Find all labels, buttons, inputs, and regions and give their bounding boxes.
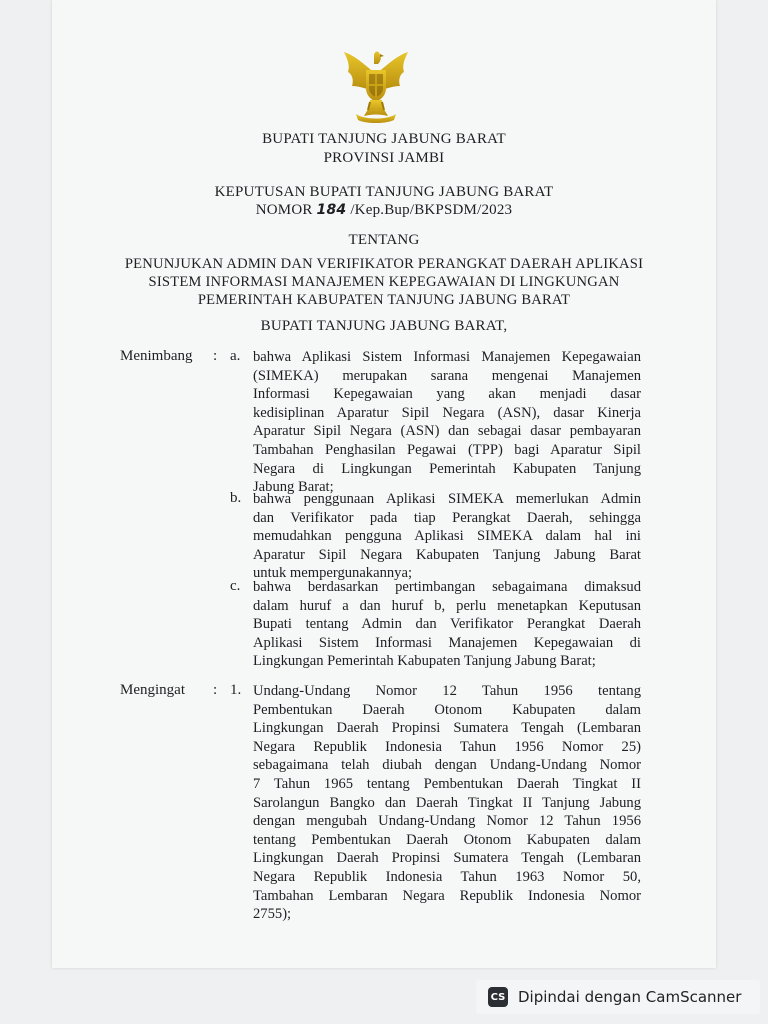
- menimbang-label: Menimbang: [120, 348, 193, 364]
- camscanner-text: Dipindai dengan CamScanner: [518, 988, 742, 1006]
- text-line: kedisiplinan Aparatur Sipil Negara (ASN), dasar Kinerja: [253, 404, 641, 421]
- text-line: Bupati tentang Admin dan Verifikator Perangkat Daerah: [253, 616, 641, 633]
- text-line: Tambahan Penghasilan Pegawai (TPP) bagi Aparatur Sipil: [253, 441, 641, 458]
- camscanner-logo-icon: CS: [488, 987, 508, 1007]
- text-line: dan Verifikator pada tiap Perangkat Daerah, sehingga: [253, 509, 641, 526]
- text-line: Aparatur Sipil Negara (ASN) dan sebagai dasar pembayaran: [253, 423, 641, 440]
- number-handwritten: 184: [316, 202, 347, 218]
- text-line: Sarolangun Bangko dan Daerah Tingkat II Tanjung Jabung: [253, 794, 641, 811]
- text-line: Tambahan Lembaran Negara Republik Indonesia Nomor: [253, 887, 641, 904]
- subject-line-2: SISTEM INFORMASI MANAJEMEN KEPEGAWAIAN DI LINGKUNGAN: [148, 274, 620, 290]
- decree-title: KEPUTUSAN BUPATI TANJUNG JABUNG BARAT: [214, 184, 554, 200]
- text-line: (SIMEKA) merupakan sarana mengenai Manajemen: [253, 367, 641, 384]
- subject-line-1: PENUNJUKAN ADMIN DAN VERIFIKATOR PERANGKAT DAERAH APLIKASI: [124, 256, 644, 272]
- text-line: 7 Tahun 1965 tentang Pembentukan Daerah Tingkat II: [253, 775, 641, 792]
- text-line: Pembentukan Daerah Otonom Kabupaten dalam: [253, 701, 641, 718]
- number-suffix: /Kep.Bup/BKPSDM/2023: [350, 202, 513, 218]
- decree-number: [0, 202, 768, 219]
- text-line: Aparatur Sipil Negara Kabupaten Tanjung Jabung Barat: [253, 546, 641, 563]
- mengingat-label: Mengingat: [120, 682, 185, 698]
- text-line: Negara Republik Indonesia Tahun 1963 Nomor 50,: [253, 868, 641, 885]
- mengingat-item-1: [253, 682, 641, 924]
- text-line: bahwa penggunaan Aplikasi SIMEKA memerlukan Admin: [253, 491, 641, 507]
- about-heading: TENTANG: [348, 232, 420, 248]
- mengingat-colon: :: [213, 682, 218, 698]
- text-line: dengan mengubah Undang-Undang Nomor 12 Tahun 1956: [253, 813, 641, 830]
- menimbang-marker-a: a.: [230, 348, 241, 364]
- text-line: bahwa berdasarkan pertimbangan sebagaimana dimaksud: [253, 579, 641, 595]
- signatory-heading: BUPATI TANJUNG JABUNG BARAT,: [260, 318, 508, 334]
- regent-title: BUPATI TANJUNG JABUNG BARAT: [262, 131, 506, 147]
- text-line: Lingkungan Daerah Propinsi Sumatera Tengah (Lembaran: [253, 720, 641, 737]
- mengingat-marker-1: 1.: [230, 682, 242, 698]
- garuda-emblem-icon: [340, 44, 412, 126]
- menimbang-colon: :: [213, 348, 218, 364]
- text-line: bahwa Aplikasi Sistem Informasi Manajemen Kepegawaian: [253, 349, 641, 365]
- menimbang-marker-b: b.: [230, 490, 242, 506]
- text-line: memudahkan pengguna Aplikasi SIMEKA dalam hal ini: [253, 528, 641, 545]
- text-line: sebagaimana telah diubah dengan Undang-Undang Nomor: [253, 757, 641, 774]
- text-line: Aplikasi Sistem Informasi Manajemen Kepegawaian di: [253, 634, 641, 651]
- text-line: Lingkungan Pemerintah Kabupaten Tanjung Jabung Barat;: [253, 653, 596, 670]
- text-line: Informasi Kepegawaian yang akan menjadi dasar: [253, 386, 641, 403]
- text-line: tentang Pembentukan Daerah Otonom Kabupaten dalam: [253, 831, 641, 848]
- menimbang-item-c: [253, 578, 641, 671]
- text-line: Negara Republik Indonesia Tahun 1956 Nomor 25): [253, 738, 641, 755]
- text-line: Jabung Barat;: [253, 479, 334, 496]
- text-line: Undang-Undang Nomor 12 Tahun 1956 tentang: [253, 683, 641, 699]
- text-line: untuk mempergunakannya;: [253, 565, 413, 582]
- menimbang-item-a: [253, 348, 641, 497]
- menimbang-marker-c: c.: [230, 578, 241, 594]
- subject-line-3: PEMERINTAH KABUPATEN TANJUNG JABUNG BARAT: [197, 292, 571, 308]
- province-title: PROVINSI JAMBI: [323, 150, 445, 166]
- text-line: Lingkungan Daerah Propinsi Sumatera Tengah (Lembaran: [253, 850, 641, 867]
- text-line: 2755);: [253, 906, 292, 923]
- text-line: dalam huruf a dan huruf b, perlu menetapkan Keputusan: [253, 597, 641, 614]
- number-prefix: NOMOR: [255, 202, 313, 218]
- menimbang-item-b: [253, 490, 641, 583]
- text-line: Negara di Lingkungan Pemerintah Kabupaten Tanjung: [253, 460, 641, 477]
- camscanner-watermark: [476, 980, 760, 1014]
